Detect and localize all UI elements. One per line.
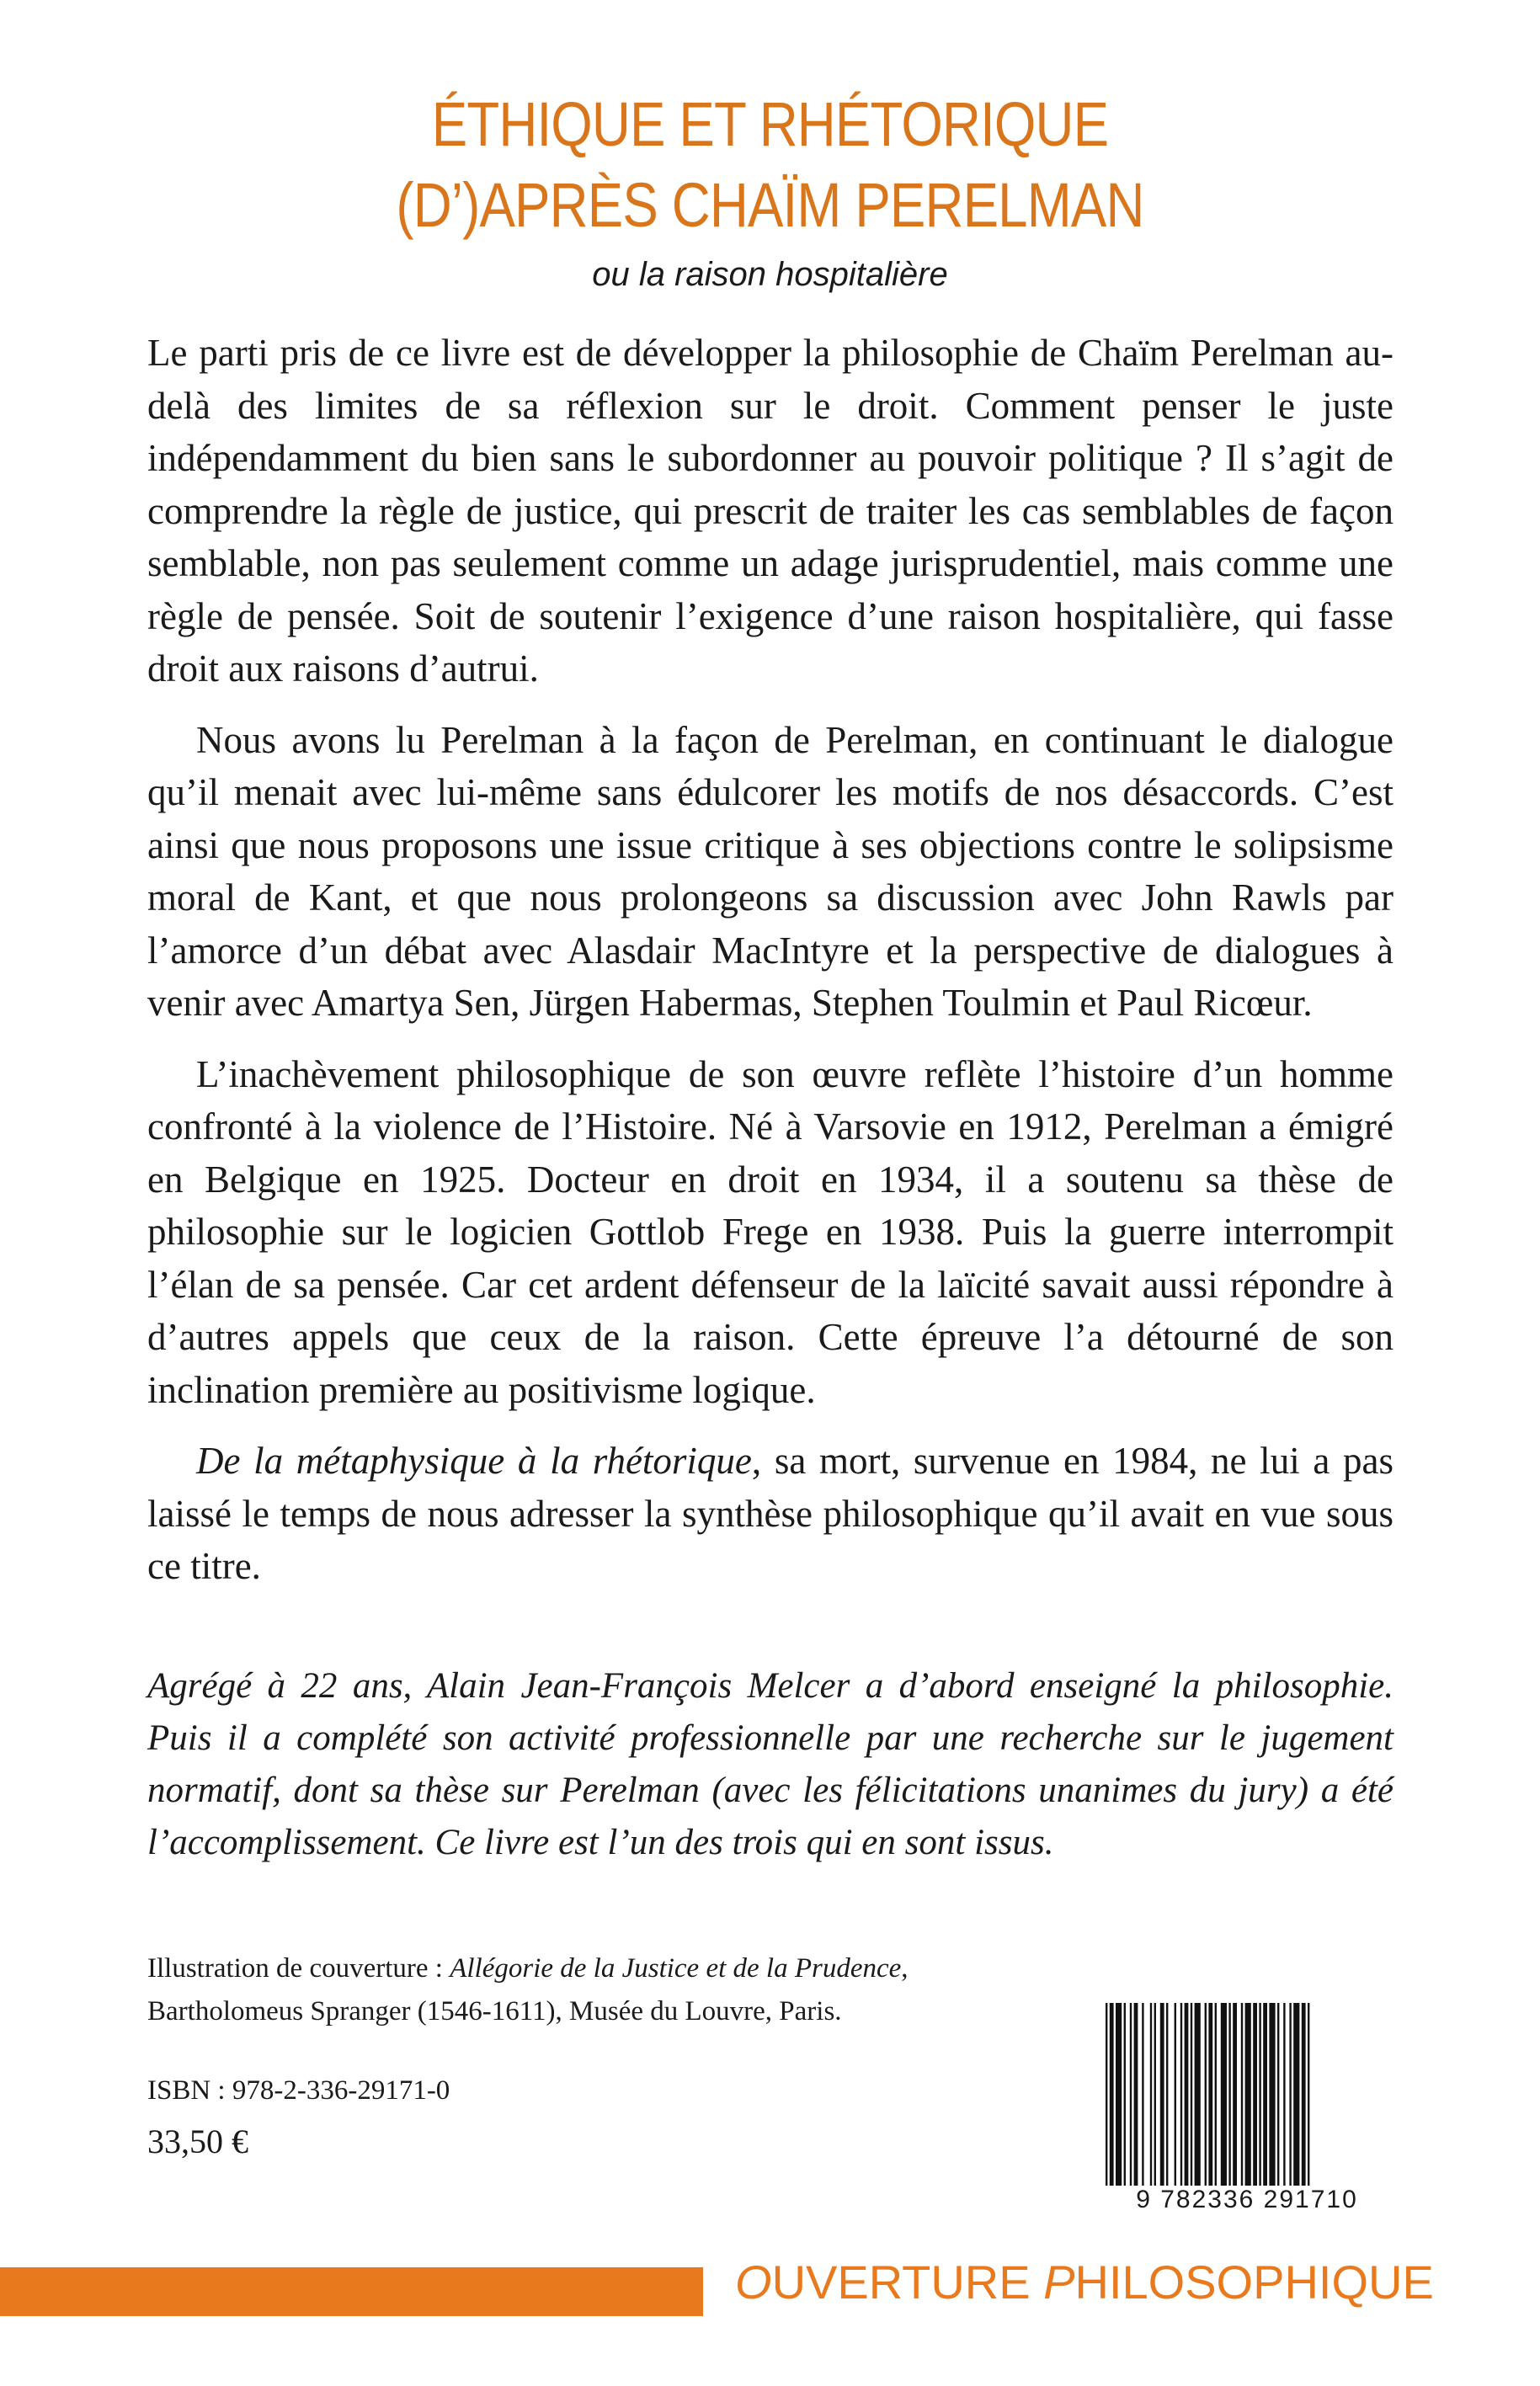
price: 33,50 € xyxy=(147,2122,248,2160)
barcode-bar xyxy=(1221,2003,1227,2190)
blurb-paragraph-1: Le parti pris de ce livre est de développer la philosophie de Chaïm Perelman au-delà des limites de sa réflexion sur le droit. Comment penser le juste indépendamment du bien sans le subordonner au pouvoir politique ? Il s’agit de comprendre la règle de justice, qui prescrit de traiter les cas semblables de façon semblable, non pas seulement comme un adage jurisprudentiel, mais comme une règle de pensée. Soit de soutenir l’exigence d’une raison hospitalière, qui fasse droit aux raisons d’autrui. xyxy=(147,332,1393,690)
barcode-bar xyxy=(1293,2003,1299,2190)
collection-initial-o: O xyxy=(735,2256,772,2309)
cover-credits xyxy=(147,1947,989,2033)
barcode-bar xyxy=(1142,2003,1143,2190)
barcode-bar xyxy=(1245,2003,1251,2190)
barcode-bar xyxy=(1289,2003,1291,2190)
barcode-bar xyxy=(1166,2003,1168,2190)
book-subtitle: ou la raison hospitalière xyxy=(592,256,948,293)
book-title xyxy=(0,84,1540,246)
barcode-bar xyxy=(1215,2003,1217,2190)
barcode-bar xyxy=(1175,2003,1176,2190)
barcode-bar xyxy=(1263,2003,1267,2190)
barcode-bar xyxy=(1308,2003,1309,2190)
book-reference: De la métaphysique à la rhétorique xyxy=(196,1440,752,1482)
blurb-paragraph-4-text: , sa mort, survenue en 1984, ne lui a pas laissé le temps de nous adresser la synthèse philosophique qu’il avait en vue sous ce titre. xyxy=(147,1440,1393,1587)
barcode-bar xyxy=(1124,2003,1126,2190)
barcode-bar xyxy=(1241,2003,1243,2190)
barcode-bar xyxy=(1205,2003,1207,2190)
barcode-bar xyxy=(1110,2003,1114,2190)
barcode-bar xyxy=(1185,2003,1189,2190)
barcode-bar xyxy=(1253,2003,1257,2190)
blurb-paragraph-3: L’inachèvement philosophique de son œuvre reflète l’histoire d’un homme confronté à la violence de l’Histoire. Né à Varsovie en 1912, Perelman a émigré en Belgique en 1925. Docteur en droit en 1934, il a soutenu sa thèse de philosophie sur le logicien Gottlob Frege en 1938. Puis la guerre interrompit l’élan de sa pensée. Car cet ardent défenseur de la laïcité savait aussi répondre à d’autres appels que ceux de la raison. Cette épreuve l’a détourné de son inclination première au positivisme logique. xyxy=(147,1052,1393,1411)
barcode-bar xyxy=(1259,2003,1260,2190)
collection-word-2: HILOSOPHIQUE xyxy=(1074,2256,1434,2309)
barcode-digits: 9 782336 291710 xyxy=(1102,2186,1392,2214)
title-line-2: (D’)APRÈS CHAÏM PERELMAN xyxy=(396,170,1144,240)
barcode-bar xyxy=(1195,2003,1201,2190)
barcode-icon xyxy=(1102,2003,1392,2209)
blurb xyxy=(147,327,1393,1611)
barcode-bar xyxy=(1150,2003,1152,2190)
barcode-bar xyxy=(1302,2003,1306,2190)
barcode-bar xyxy=(1134,2003,1138,2190)
barcode-bar xyxy=(1269,2003,1275,2190)
barcode-bar xyxy=(1208,2003,1212,2190)
title-line-1: ÉTHIQUE ET RHÉTORIQUE xyxy=(431,89,1109,159)
barcode-bar xyxy=(1233,2003,1237,2190)
barcode-bar xyxy=(1228,2003,1230,2190)
isbn: ISBN : 978-2-336-29171-0 xyxy=(147,2075,450,2106)
credits-line-2: Bartholomeus Spranger (1546-1611), Musée du Louvre, Paris. xyxy=(147,1996,842,2027)
barcode-bar xyxy=(1106,2003,1107,2190)
collection-word-1: UVERTURE xyxy=(771,2256,1044,2309)
barcode-bar xyxy=(1130,2003,1132,2190)
barcode-bar xyxy=(1277,2003,1279,2190)
barcode-bar xyxy=(1116,2003,1122,2190)
barcode-bar xyxy=(1180,2003,1182,2190)
author-bio: Agrégé à 22 ans, Alain Jean-François Melcer a d’abord enseigné la philosophie. Puis il a complété son activité professionnelle par une recherche sur le jugement normatif, dont sa thèse sur Perelman (avec les félicitations unanimes du jury) a été l’accomplissement. Ce livre est l’un des trois qui en sont issus. xyxy=(147,1666,1393,1862)
barcode-bar xyxy=(1191,2003,1192,2190)
blurb-paragraph-2: Nous avons lu Perelman à la façon de Perelman, en continuant le dialogue qu’il menait avec lui-même sans édulcorer les motifs de nos désaccords. C’est ainsi que nous proposons une issue critique à ses objections contre le solipsisme moral de Kant, et que nous prolongeons sa discussion avec John Rawls par l’amorce d’un débat avec Alasdair MacIntyre et la perspective de dialogues à venir avec Amartya Sen, Jürgen Habermas, Stephen Toulmin et Paul Ricœur. xyxy=(147,718,1393,1024)
collection-name xyxy=(735,2255,1434,2309)
credits-suffix: , xyxy=(901,1953,909,1984)
barcode-bar xyxy=(1160,2003,1164,2190)
credits-prefix: Illustration de couverture : xyxy=(147,1953,450,1984)
collection-bar xyxy=(0,2267,703,2316)
collection-initial-p: P xyxy=(1043,2256,1075,2309)
barcode-bar xyxy=(1283,2003,1285,2190)
credits-artwork: Allégorie de la Justice et de la Prudence xyxy=(450,1953,902,1984)
barcode-bar xyxy=(1154,2003,1156,2190)
blurb-paragraph-4 xyxy=(147,1435,1393,1593)
